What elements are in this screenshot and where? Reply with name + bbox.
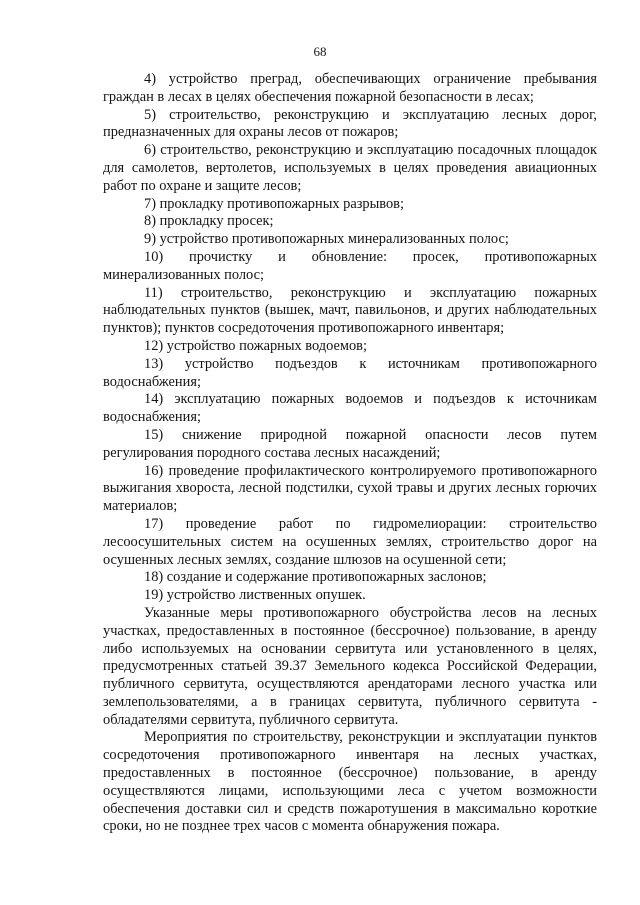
list-item-13: 13) устройство подъездов к источникам противопожарного водоснабжения; — [103, 355, 597, 390]
paragraph-measures: Указанные меры противопожарного обустройства лесов на лесных участках, предоставленных в постоянное (бессрочное) пользование, в аренду либо используемых на основании сервитута или установленного в целях, предусмотренных статьей 39.37 Земельного кодекса Российской Федерации, публичного сервитута, осуществляются арендаторами лесного участка или землепользователями, а в границах сервитута, публичного сервитута - обладателями сервитута, публичного сервитута. — [103, 604, 597, 728]
list-item-18: 18) создание и содержание противопожарных заслонов; — [144, 569, 487, 586]
list-item-19: 19) устройство лиственных опушек. — [144, 587, 366, 604]
list-item-16: 16) проведение профилактического контролируемого противопожарного выжигания хвороста, лесной подстилки, сухой травы и других лесных горючих материалов; — [103, 462, 597, 515]
list-item-12: 12) устройство пожарных водоемов; — [144, 337, 367, 354]
page-number: 68 — [313, 44, 327, 59]
list-item-8: 8) прокладку просек; — [144, 213, 274, 230]
list-item-15: 15) снижение природной пожарной опасности лесов путем регулирования породного состава лесных насаждений; — [103, 426, 597, 461]
paragraph-activities: Мероприятия по строительству, реконструкции и эксплуатации пунктов сосредоточения противопожарного инвентаря на лесных участках, предоставленных в постоянное (бессрочное) пользование, в аренду осуществляются лицами, использующими леса с учетом возможности обеспечения доставки сил и средств пожаротушения в максимально короткие сроки, но не позднее трех часов с момента обнаружения пожара. — [103, 729, 597, 835]
list-item-4: 4) устройство преград, обеспечивающих ограничение пребывания граждан в лесах в целях обеспечения пожарной безопасности в лесах; — [103, 71, 597, 105]
list-item-14: 14) эксплуатацию пожарных водоемов и подъездов к источникам водоснабжения; — [103, 391, 597, 426]
list-item-6: 6) строительство, реконструкцию и эксплуатацию посадочных площадок для самолетов, вертолетов, используемых в целях проведения авиационных работ по охране и защите лесов; — [103, 142, 597, 194]
list-item-10: 10) прочистку и обновление: просек, противопожарных минерализованных полос; — [103, 248, 597, 283]
list-item-7: 7) прокладку противопожарных разрывов; — [144, 195, 404, 212]
list-item-5: 5) строительство, реконструкцию и эксплуатацию лесных дорог, предназначенных для охраны лесов от пожаров; — [103, 106, 597, 141]
body-text — [103, 71, 597, 836]
list-item-11: 11) строительство, реконструкцию и эксплуатацию пожарных наблюдательных пунктов (вышек, мачт, павильонов, и других наблюдательных пунктов); пунктов сосредоточения противопожарного инвентаря; — [103, 284, 597, 337]
list-item-17: 17) проведение работ по гидромелиорации: строительство лесоосушительных систем на осушенных землях, строительство дорог на осушенных лесных землях, создание шлюзов на осушенной сети; — [103, 515, 597, 568]
list-item-9: 9) устройство противопожарных минерализованных полос; — [144, 231, 509, 248]
